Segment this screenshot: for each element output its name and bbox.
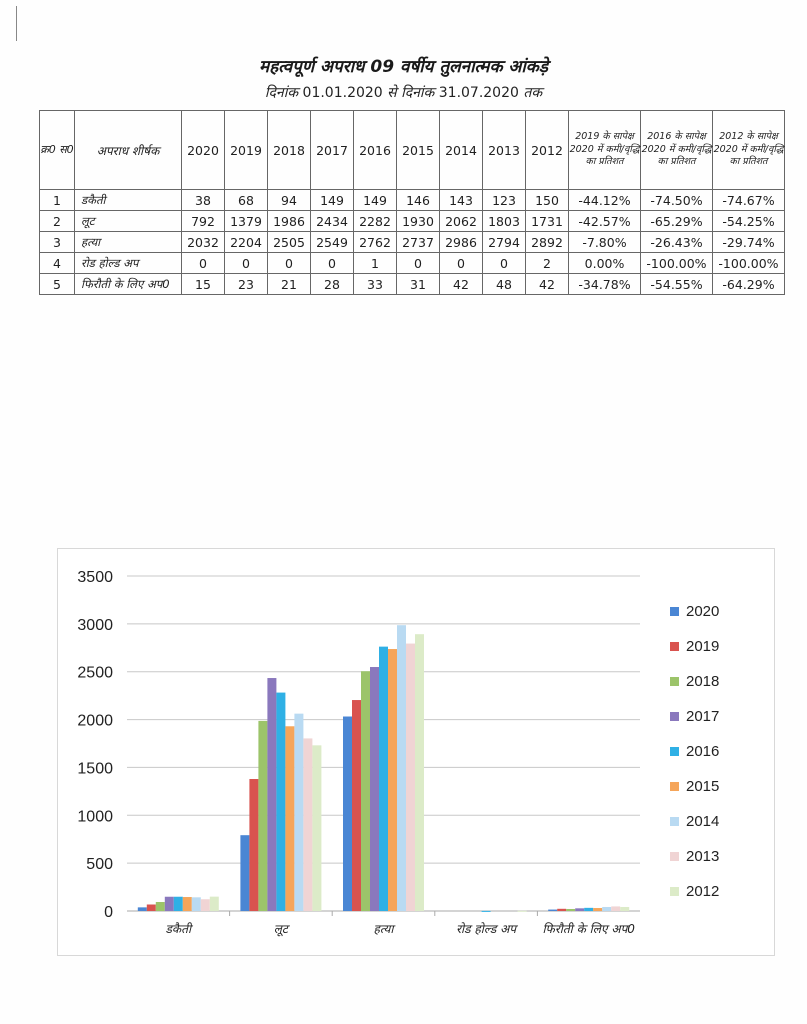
legend-item bbox=[670, 804, 719, 839]
row-year-value: 149 bbox=[311, 190, 354, 211]
bar bbox=[584, 908, 593, 911]
legend-label: 2017 bbox=[686, 708, 720, 725]
row-year-value: 68 bbox=[225, 190, 268, 211]
row-year-value: 21 bbox=[268, 274, 311, 295]
legend-label: 2012 bbox=[686, 883, 720, 900]
bar bbox=[192, 897, 201, 911]
row-year-value: 2505 bbox=[268, 232, 311, 253]
bar bbox=[240, 835, 249, 911]
legend-swatch bbox=[670, 642, 679, 651]
row-year-value: 33 bbox=[354, 274, 397, 295]
legend-item bbox=[670, 769, 719, 804]
bar bbox=[388, 649, 397, 911]
legend-swatch bbox=[670, 712, 679, 721]
row-pct-value: -100.00% bbox=[713, 253, 785, 274]
legend-item bbox=[670, 839, 719, 874]
bar bbox=[156, 902, 165, 911]
row-year-value: 150 bbox=[526, 190, 569, 211]
header-year: 2016 bbox=[354, 111, 397, 190]
legend-item bbox=[670, 594, 719, 629]
row-crime-name: हत्या bbox=[75, 232, 182, 253]
chart-legend bbox=[670, 594, 719, 909]
bar bbox=[267, 678, 276, 911]
document-title: महत्वपूर्ण अपराध 09 वर्षीय तुलनात्मक आंकड़े bbox=[259, 57, 548, 77]
bar bbox=[379, 647, 388, 911]
subtitle-mid: से दिनांक bbox=[387, 85, 435, 101]
legend-item bbox=[670, 874, 719, 909]
legend-label: 2016 bbox=[686, 743, 720, 760]
bar bbox=[183, 897, 192, 911]
legend-item bbox=[670, 629, 719, 664]
legend-item bbox=[670, 699, 719, 734]
row-year-value: 1930 bbox=[397, 211, 440, 232]
bar bbox=[620, 907, 629, 911]
bar bbox=[397, 625, 406, 911]
row-pct-value: -26.43% bbox=[641, 232, 713, 253]
bar bbox=[370, 667, 379, 911]
row-year-value: 0 bbox=[311, 253, 354, 274]
row-pct-value: -54.55% bbox=[641, 274, 713, 295]
legend-label: 2019 bbox=[686, 638, 720, 655]
x-category-label: लूट bbox=[273, 922, 288, 936]
row-year-value: 2986 bbox=[440, 232, 483, 253]
legend-swatch bbox=[670, 782, 679, 791]
row-pct-value: -42.57% bbox=[569, 211, 641, 232]
x-category-label: हत्या bbox=[373, 922, 394, 936]
header-pct: 2019 के सापेक्ष 2020 में कमी/वृद्धि का प्रतिशत bbox=[569, 111, 641, 190]
row-year-value: 42 bbox=[526, 274, 569, 295]
bar bbox=[482, 911, 491, 912]
row-year-value: 31 bbox=[397, 274, 440, 295]
row-pct-value: -7.80% bbox=[569, 232, 641, 253]
row-pct-value: -74.50% bbox=[641, 190, 713, 211]
row-year-value: 2204 bbox=[225, 232, 268, 253]
bar bbox=[201, 899, 210, 911]
legend-swatch bbox=[670, 887, 679, 896]
legend-swatch bbox=[670, 607, 679, 616]
date-to: 31.07.2020 bbox=[438, 85, 519, 101]
header-year: 2017 bbox=[311, 111, 354, 190]
header-year: 2015 bbox=[397, 111, 440, 190]
row-year-value: 2762 bbox=[354, 232, 397, 253]
row-year-value: 2434 bbox=[311, 211, 354, 232]
bar bbox=[557, 909, 566, 911]
row-year-value: 42 bbox=[440, 274, 483, 295]
x-category-label: डकैती bbox=[165, 922, 192, 936]
bar bbox=[518, 911, 527, 912]
legend-label: 2020 bbox=[686, 603, 720, 620]
bar bbox=[343, 717, 352, 911]
row-year-value: 1986 bbox=[268, 211, 311, 232]
row-year-value: 149 bbox=[354, 190, 397, 211]
header-serial: क्र0 स0 bbox=[40, 111, 75, 190]
bar bbox=[303, 738, 312, 911]
bar bbox=[312, 745, 321, 911]
row-year-value: 1 bbox=[354, 253, 397, 274]
y-tick-label: 3000 bbox=[77, 616, 113, 634]
bar bbox=[285, 726, 294, 911]
row-year-value: 94 bbox=[268, 190, 311, 211]
bar bbox=[361, 671, 370, 911]
row-crime-name: लूट bbox=[75, 211, 182, 232]
header-year: 2018 bbox=[268, 111, 311, 190]
row-year-value: 0 bbox=[182, 253, 225, 274]
row-year-value: 1803 bbox=[483, 211, 526, 232]
legend-label: 2018 bbox=[686, 673, 720, 690]
row-year-value: 2892 bbox=[526, 232, 569, 253]
row-year-value: 2282 bbox=[354, 211, 397, 232]
row-year-value: 2 bbox=[526, 253, 569, 274]
y-tick-label: 2000 bbox=[77, 712, 113, 730]
row-pct-value: -64.29% bbox=[713, 274, 785, 295]
legend-label: 2014 bbox=[686, 813, 720, 830]
header-year: 2020 bbox=[182, 111, 225, 190]
row-crime-name: डकैती bbox=[75, 190, 182, 211]
row-serial: 2 bbox=[40, 211, 75, 232]
row-pct-value: -100.00% bbox=[641, 253, 713, 274]
row-serial: 4 bbox=[40, 253, 75, 274]
row-year-value: 0 bbox=[268, 253, 311, 274]
bar bbox=[174, 897, 183, 911]
row-pct-value: 0.00% bbox=[569, 253, 641, 274]
legend-item bbox=[670, 734, 719, 769]
bar bbox=[352, 700, 361, 911]
row-pct-value: -34.78% bbox=[569, 274, 641, 295]
row-year-value: 2549 bbox=[311, 232, 354, 253]
row-year-value: 123 bbox=[483, 190, 526, 211]
bar bbox=[294, 714, 303, 911]
header-year: 2012 bbox=[526, 111, 569, 190]
y-tick-label: 3500 bbox=[77, 569, 113, 586]
legend-swatch bbox=[670, 852, 679, 861]
header-year: 2019 bbox=[225, 111, 268, 190]
bar bbox=[575, 908, 584, 911]
bar bbox=[276, 693, 285, 911]
row-pct-value: -74.67% bbox=[713, 190, 785, 211]
row-serial: 5 bbox=[40, 274, 75, 295]
row-year-value: 2737 bbox=[397, 232, 440, 253]
row-year-value: 146 bbox=[397, 190, 440, 211]
y-tick-label: 0 bbox=[104, 904, 113, 921]
y-tick-label: 1500 bbox=[77, 760, 113, 778]
legend-item bbox=[670, 664, 719, 699]
header-crime: अपराध शीर्षक bbox=[75, 111, 182, 190]
row-year-value: 2062 bbox=[440, 211, 483, 232]
legend-swatch bbox=[670, 677, 679, 686]
row-year-value: 0 bbox=[225, 253, 268, 274]
row-year-value: 143 bbox=[440, 190, 483, 211]
y-tick-label: 500 bbox=[86, 856, 113, 874]
x-category-label: फिरौती के लिए अप0 bbox=[542, 922, 635, 936]
date-from: 01.01.2020 bbox=[302, 85, 383, 101]
bar bbox=[566, 909, 575, 911]
y-tick-label: 1000 bbox=[77, 808, 113, 826]
legend-swatch bbox=[670, 817, 679, 826]
row-year-value: 38 bbox=[182, 190, 225, 211]
row-year-value: 2794 bbox=[483, 232, 526, 253]
header-year: 2013 bbox=[483, 111, 526, 190]
header-pct: 2012 के सापेक्ष 2020 में कमी/वृद्धि का प्रतिशत bbox=[713, 111, 785, 190]
row-year-value: 48 bbox=[483, 274, 526, 295]
bar bbox=[138, 907, 147, 911]
bar bbox=[548, 910, 557, 911]
row-pct-value: -29.74% bbox=[713, 232, 785, 253]
bar bbox=[415, 634, 424, 911]
y-tick-label: 2500 bbox=[77, 664, 113, 682]
bar bbox=[249, 779, 258, 911]
x-category-label: रोड होल्ड अप bbox=[456, 922, 517, 936]
header-pct: 2016 के सापेक्ष 2020 में कमी/वृद्धि का प्रतिशत bbox=[641, 111, 713, 190]
row-year-value: 0 bbox=[440, 253, 483, 274]
row-year-value: 28 bbox=[311, 274, 354, 295]
row-year-value: 2032 bbox=[182, 232, 225, 253]
row-serial: 3 bbox=[40, 232, 75, 253]
subtitle-suffix: तक bbox=[523, 85, 543, 101]
row-pct-value: -44.12% bbox=[569, 190, 641, 211]
row-year-value: 23 bbox=[225, 274, 268, 295]
row-year-value: 1731 bbox=[526, 211, 569, 232]
bar bbox=[165, 897, 174, 911]
row-pct-value: -54.25% bbox=[713, 211, 785, 232]
row-pct-value: -65.29% bbox=[641, 211, 713, 232]
row-year-value: 1379 bbox=[225, 211, 268, 232]
subtitle-prefix: दिनांक bbox=[264, 85, 299, 101]
bar bbox=[258, 721, 267, 911]
bar bbox=[602, 907, 611, 911]
legend-label: 2015 bbox=[686, 778, 720, 795]
row-year-value: 0 bbox=[483, 253, 526, 274]
bar bbox=[593, 908, 602, 911]
bar bbox=[406, 644, 415, 911]
row-year-value: 15 bbox=[182, 274, 225, 295]
bar bbox=[210, 897, 219, 911]
legend-label: 2013 bbox=[686, 848, 720, 865]
row-serial: 1 bbox=[40, 190, 75, 211]
row-year-value: 792 bbox=[182, 211, 225, 232]
row-year-value: 0 bbox=[397, 253, 440, 274]
legend-swatch bbox=[670, 747, 679, 756]
bar bbox=[147, 904, 156, 911]
header-year: 2014 bbox=[440, 111, 483, 190]
row-crime-name: रोड होल्ड अप bbox=[75, 253, 182, 274]
bar bbox=[611, 906, 620, 911]
row-crime-name: फिरौती के लिए अप0 bbox=[75, 274, 182, 295]
